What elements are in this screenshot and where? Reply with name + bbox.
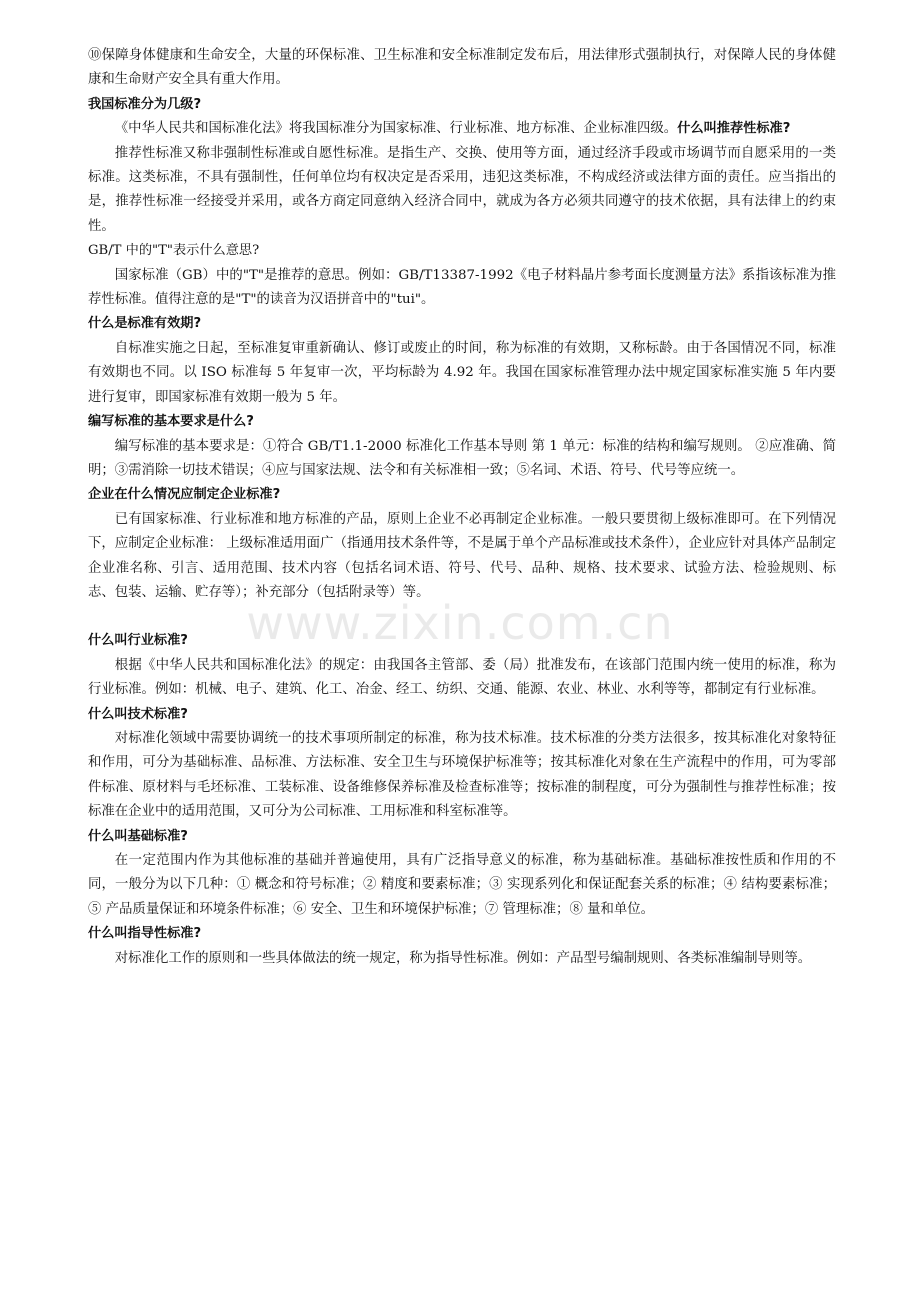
- paragraph-writing-requirements: 编写标准的基本要求是：①符合 GB/T1.1-2000 标准化工作基本导则 第 1 单元：标准的结构和编写规则。 ②应准确、简明；③需消除一切技术错误；④应与国家法规、法令和有关标准相一致；⑤名词、术语、符号、代号等应统一。: [88, 438, 836, 478]
- blank-line: [88, 605, 836, 629]
- document-body: [88, 44, 836, 971]
- paragraph-recommended-standard: 推荐性标准又称非强制性标准或自愿性标准。是指生产、交换、使用等方面，通过经济手段或市场调节而自愿采用的一类标准。这类标准，不具有强制性，任何单位均有权决定是否采用，违犯这类标准，不构成经济或法律方面的责任。应当指出的是，推荐性标准一经接受并采用，或各方商定同意纳入经济合同中，就成为各方必须共同遵守的技术依据，具有法律上的约束性。: [88, 145, 836, 234]
- paragraph-standard-levels: [88, 117, 836, 141]
- heading-industry-standard: 什么叫行业标准?: [88, 633, 188, 649]
- heading-enterprise-standard: 企业在什么情况应制定企业标准?: [88, 487, 281, 503]
- heading-gbt-meaning: GB/T 中的"T"表示什么意思?: [88, 243, 260, 259]
- paragraph-gbt-meaning: 国家标准（GB）中的"T"是推荐的意思。例如：GB/T13387-1992《电子材料晶片参考面长度测量方法》系指该标准为推荐性标准。值得注意的是"T"的读音为汉语拼音中的"tui"。: [88, 267, 836, 308]
- paragraph-standard-levels-text: 《中华人民共和国标准化法》将我国标准分为国家标准、行业标准、地方标准、企业标准四级。: [114, 121, 678, 137]
- heading-standard-levels: 我国标准分为几级?: [88, 96, 202, 112]
- paragraph-enterprise-standard: 已有国家标准、行业标准和地方标准的产品，原则上企业不必再制定企业标准。一般只要贯彻上级标准即可。在下列情况下，应制定企业标准： 上级标准适用面广（指通用技术条件等，不是属于单个产品标准或技术条件），企业应针对具体产品制定企业准名称、引言、适用范围、技术内容（包括名词术语、符号、代号、品种、规格、技术要求、试验方法、检验规则、标志、包装、运输、贮存等）；补充部分（包括附录等）等。: [88, 511, 836, 600]
- paragraph-guiding-standard: 对标准化工作的原则和一些具体做法的统一规定，称为指导性标准。例如：产品型号编制规则、各类标准编制导则等。: [114, 950, 812, 966]
- heading-basic-standard: 什么叫基础标准?: [88, 828, 188, 844]
- paragraph-validity-period: 自标准实施之日起，至标准复审重新确认、修订或废止的时间，称为标准的有效期，又称标龄。由于各国情况不同，标准有效期也不同。以 ISO 标准每 5 年复审一次，平均标龄为 4.92 年。我国在国家标准管理办法中规定国家标准实施 5 年内要进行复审，即国家标准有效期一般为 5 年。: [88, 340, 836, 405]
- heading-guiding-standard: 什么叫指导性标准?: [88, 926, 202, 942]
- paragraph-basic-standard: 在一定范围内作为其他标准的基础并普遍使用，具有广泛指导意义的标准，称为基础标准。基础标准按性质和作用的不同，一般分为以下几种：① 概念和符号标准；② 精度和要素标准；③ 实现系列化和保证配套关系的标准；④ 结构要素标准；⑤ 产品质量保证和环境条件标准；⑥ 安全、卫生和环境保护标准；⑦ 管理标准；⑧ 量和单位。: [88, 853, 836, 917]
- heading-validity-period: 什么是标准有效期?: [88, 316, 202, 332]
- paragraph-industry-standard: 根据《中华人民共和国标准化法》的规定：由我国各主管部、委（局）批准发布，在该部门范围内统一使用的标准，称为行业标准。例如：机械、电子、建筑、化工、冶金、经工、纺织、交通、能源、农业、林业、水利等等，都制定有行业标准。: [88, 657, 836, 698]
- heading-writing-requirements: 编写标准的基本要求是什么?: [88, 414, 254, 430]
- paragraph-health-safety: ⑩保障身体健康和生命安全，大量的环保标准、卫生标准和安全标准制定发布后，用法律形式强制执行，对保障人民的身体健康和生命财产安全具有重大作用。: [88, 48, 836, 88]
- heading-technical-standard: 什么叫技术标准?: [88, 706, 188, 722]
- heading-recommended-standard: 什么叫推荐性标准?: [677, 121, 791, 137]
- watermark-text: www.zixin.com.cn: [246, 596, 674, 650]
- paragraph-technical-standard: 对标准化领域中需要协调统一的技术事项所制定的标准，称为技术标准。技术标准的分类方法很多，按其标准化对象特征和作用，可分为基础标准、品标准、方法标准、安全卫生与环境保护标准等；按其标准化对象在生产流程中的作用，可为零部件标准、原材料与毛坯标准、工装标准、设备维修保养标准及检查标准等；按标准的制程度，可分为强制性与推荐性标准；按标准在企业中的适用范围，又可分为公司标准、工用标准和科室标准等。: [88, 730, 836, 820]
